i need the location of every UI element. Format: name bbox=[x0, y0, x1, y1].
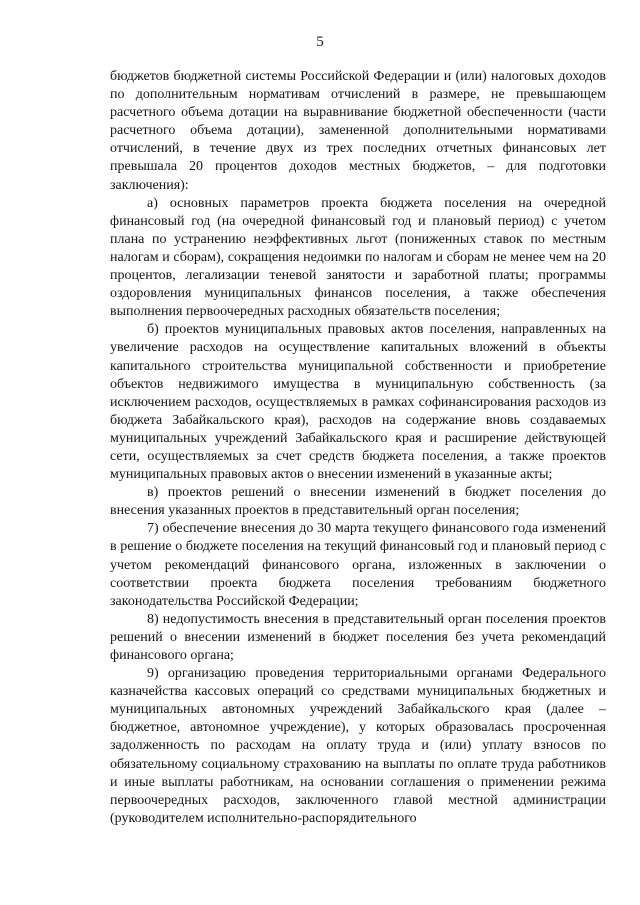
paragraph-item-7: 7) обеспечение внесения до 30 марта текущего финансового года изменений в решение о бюджете поселения на текущий финансовый год и плановый период с учетом рекомендаций финансового органа, изложенных в заключении о соответствии проекта бюджета поселения требованиям бюджетного законодательства Российской Федерации; bbox=[110, 521, 606, 609]
document-body bbox=[110, 68, 606, 828]
paragraph-intro-continuation: бюджетов бюджетной системы Российской Федерации и (или) налоговых доходов по дополнительным нормативам отчислений в размере, не превышающем расчетного объема дотации на выравнивание бюджетной обеспеченности (части расчетного объема дотации), замененной дополнительными нормативами отчислений, в течение двух из трех последних отчетных финансовых лет превышала 20 процентов доходов местных бюджетов, – для подготовки заключения): bbox=[110, 69, 606, 193]
paragraph-item-9: 9) организацию проведения территориальными органами Федерального казначейства кассовых операций со средствами муниципальных бюджетных и муниципальных автономных учреждений Забайкальского края (далее – бюджетное, автономное учреждение), у которых образовалась просроченная задолженность по расходам на оплату труда и (или) уплату взносов по обязательному социальному страхованию на выплаты по оплате труда работников и иные выплаты работникам, на основании соглашения о применении режима первоочередных расходов, заключенного главой местной администрации (руководителем исполнительно-распорядительного bbox=[110, 666, 606, 826]
paragraph-item-8: 8) недопустимость внесения в представительный орган поселения проектов решений о внесении изменений в бюджет поселения без учета рекомендаций финансового органа; bbox=[110, 611, 606, 663]
paragraph-item-v: в) проектов решений о внесении изменений в бюджет поселения до внесения указанных проектов в представительный орган поселения; bbox=[110, 485, 606, 519]
paragraph-item-a: а) основных параметров проекта бюджета поселения на очередной финансовый год (на очередной финансовый год и плановый период) с учетом плана по устранению неэффективных льгот (пониженных ставок по местным налогам и сборам), сокращения недоимки по налогам и сборам не менее чем на 20 процентов, легализации теневой занятости и заработной платы; программы оздоровления муниципальных финансов поселения, а также обеспечения выполнения первоочередных расходных обязательств поселения; bbox=[110, 195, 606, 320]
paragraph-item-b: б) проектов муниципальных правовых актов поселения, направленных на увеличение расходов на осуществление капитальных вложений в объекты капитального строительства муниципальной собственности и приобретение объектов недвижимого имущества в муниципальную собственность (за исключением расходов, осуществляемых в рамках софинансирования расходов из бюджета Забайкальского края), расходов на содержание вновь создаваемых муниципальных учреждений Забайкальского края и расширение действующей сети, осуществляемых за счет средств бюджета поселения, а также проектов муниципальных правовых актов о внесении изменений в указанные акты; bbox=[110, 322, 606, 483]
page-number: 5 bbox=[316, 34, 324, 50]
